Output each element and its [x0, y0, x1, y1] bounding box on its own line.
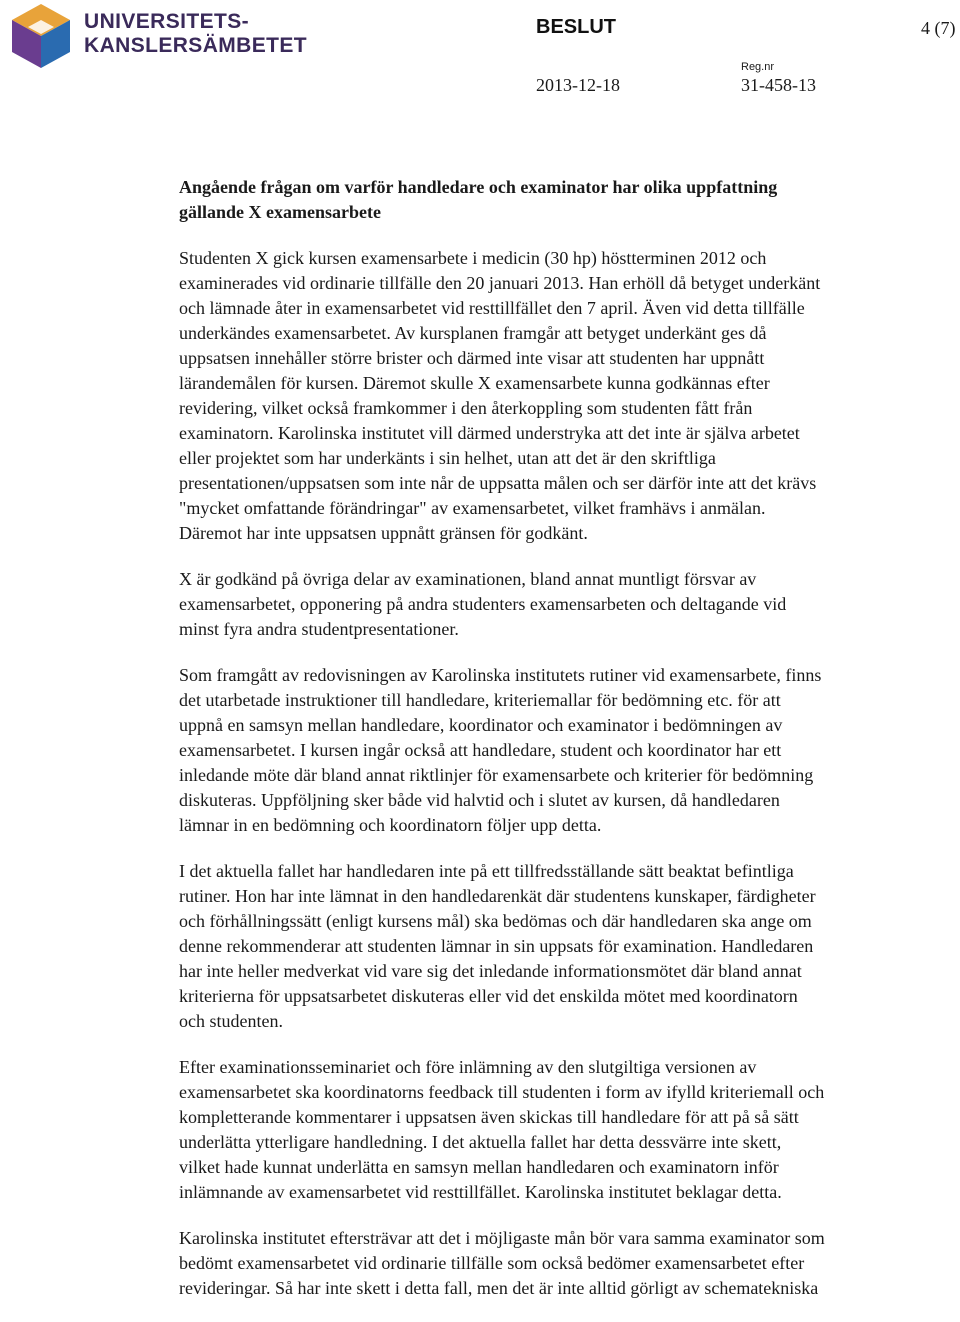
text-line: examensarbetet. I kursen ingår också att handledare, student och koordinator har ett [179, 740, 782, 760]
text-line: Studenten X gick kursen examensarbete i medicin (30 hp) höstterminen 2012 och [179, 248, 767, 268]
page-number: 4 (7) [921, 18, 956, 38]
text-line: examinerades vid ordinarie tillfälle den 20 januari 2013. Han erhöll då betyget underkänt [179, 273, 821, 293]
text-line: revideringar. Så har inte skett i detta fall, men det är inte alltid görligt av schematekniska [179, 1278, 819, 1298]
text-line: eller projektet som har underkänts i sin helhet, utan att det är den skriftliga [179, 448, 716, 468]
paragraph [179, 859, 960, 1034]
text-line: rutiner. Hon har inte lämnat in den handledarenkät där studentens kunskaper, färdigheter [179, 886, 816, 906]
text-line: och förhållningssätt (enligt kursens mål) ska bedömas och där handledaren ska ange om [179, 911, 812, 931]
text-line: Däremot har inte uppsatsen uppnått gränsen för godkänt. [179, 523, 588, 543]
paragraph [179, 1055, 960, 1205]
text-line: examinatorn. Karolinska institutet vill därmed understryka att det inte är själva arbetet [179, 423, 800, 443]
logo-line-2: KANSLERSÄMBETET [84, 34, 308, 57]
document-type: BESLUT [536, 16, 616, 38]
agency-logo [6, 0, 326, 72]
paragraph [179, 1226, 960, 1301]
text-line: underlätta ytterligare handledning. I det aktuella fallet har detta dessvärre inte skett, [179, 1132, 782, 1152]
text-line: Efter examinationsseminariet och före inlämning av den slutgiltiga versionen av [179, 1057, 757, 1077]
text-line: examensarbetet ska koordinatorns feedback till studenten i form av ifylld kriteriemall och [179, 1082, 825, 1102]
text-line: och studenten. [179, 1011, 283, 1031]
text-line: examensarbetet, opponering på andra studenters examensarbeten och deltagande vid [179, 594, 787, 614]
paragraph [179, 246, 960, 546]
text-line: revidering, vilket också framkommer i den återkoppling som studenten fått från [179, 398, 753, 418]
text-line: lärandemålen för kursen. Däremot skulle X examensarbete kunna godkännas efter [179, 373, 770, 393]
text-line: X är godkänd på övriga delar av examinationen, bland annat muntligt försvar av [179, 569, 757, 589]
text-line: vilket hade kunnat underlätta en samsyn mellan handledaren och examinatorn inför [179, 1157, 779, 1177]
text-line: inledande möte där bland annat riktlinjer för examensarbete och kriterier för bedömning [179, 765, 814, 785]
text-line: denne rekommenderar att studenten lämnar in sin uppsats för examination. Handledaren [179, 936, 814, 956]
text-line: presentationen/uppsatsen som inte når de uppsatta målen och ser därför inte att det krävs [179, 473, 817, 493]
text-line: det utarbetade instruktioner till handledare, kriteriemallar för bedömning etc. för att [179, 690, 781, 710]
heading-line: Angående frågan om varför handledare och examinator har olika uppfattning [179, 177, 778, 197]
paragraph [179, 567, 960, 642]
text-line: Karolinska institutet eftersträvar att det i möjligaste mån bör vara samma examinator som [179, 1228, 825, 1248]
section-heading [179, 175, 960, 225]
text-line: lämnar in en bedömning och koordinatorn följer upp detta. [179, 815, 602, 835]
paragraph [179, 663, 960, 838]
decision-date: 2013-12-18 [536, 75, 620, 95]
text-line: uppnå en samsyn mellan handledare, koordinator och examinator i bedömningen av [179, 715, 783, 735]
document-body [179, 175, 960, 1322]
text-line: uppsatsen innehåller större brister och därmed inte visar att studenten har uppnått [179, 348, 765, 368]
text-line: kompletterande kommentarer i uppsatsen även skickas till handledare för att på så sätt [179, 1107, 799, 1127]
logo-line-1: UNIVERSITETS- [84, 10, 250, 33]
text-line: kriterierna för uppsatsarbetet diskuteras eller vid det enskilda mötet med koordinatorn [179, 986, 798, 1006]
registration-number: 31-458-13 [741, 75, 816, 95]
logo-wordmark [84, 10, 307, 58]
text-line: diskuteras. Uppföljning sker både vid halvtid och i slutet av kursen, då handledaren [179, 790, 780, 810]
paragraphs [179, 246, 960, 1301]
text-line: har inte heller medverkat vid vare sig det inledande informationsmötet där bland annat [179, 961, 802, 981]
text-line: Som framgått av redovisningen av Karolinska institutets rutiner vid examensarbete, finns [179, 665, 822, 685]
text-line: och lämnade åter in examensarbetet vid resttillfället den 7 april. Även vid detta tillfälle [179, 298, 805, 318]
text-line: bedömt examensarbetet vid ordinarie tillfälle som också bedömer examensarbetet efter [179, 1253, 805, 1273]
cube-logo-icon [6, 0, 76, 72]
text-line: underkändes examensarbetet. Av kursplanen framgår att betyget underkänt ges då [179, 323, 767, 343]
text-line: inlämnande av examensarbetet vid resttillfället. Karolinska institutet beklagar detta. [179, 1182, 782, 1202]
text-line: "mycket omfattande förändringar" av examensarbetet, vilket framhävs i anmälan. [179, 498, 766, 518]
text-line: I det aktuella fallet har handledaren inte på ett tillfredsställande sätt beaktat befintliga [179, 861, 794, 881]
heading-line: gällande X examensarbete [179, 202, 381, 222]
regnr-label: Reg.nr [741, 61, 775, 73]
text-line: minst fyra andra studentpresentationer. [179, 619, 459, 639]
